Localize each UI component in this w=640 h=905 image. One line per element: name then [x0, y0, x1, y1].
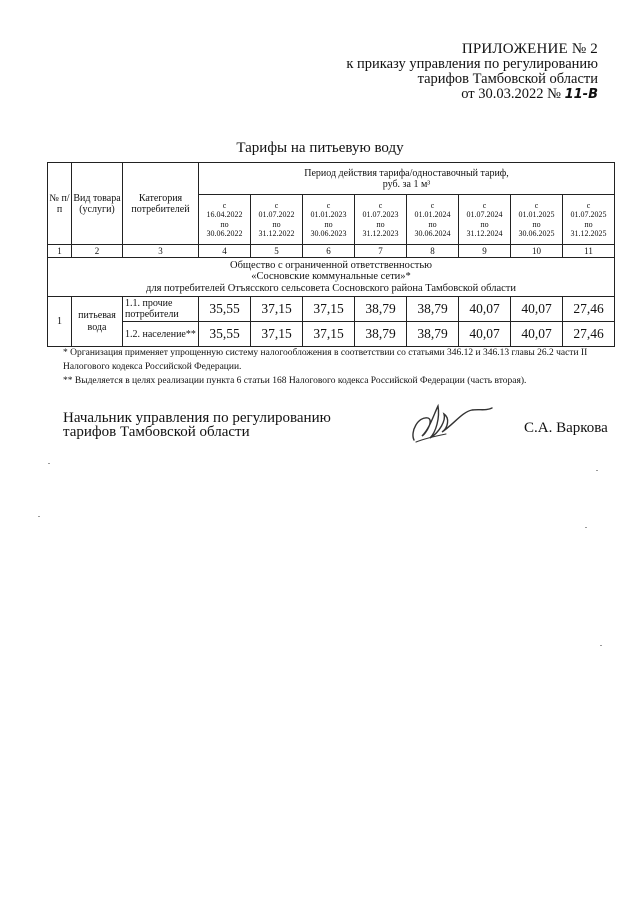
scan-speck [600, 645, 602, 646]
header-goods: Вид товара (услуги) [72, 163, 123, 245]
header-period [199, 163, 615, 195]
tariff-value: 40,07 [459, 297, 511, 322]
organization-consumers: для потребителей Отъясского сельсовета Сосновского района Тамбовской области [146, 282, 516, 294]
tariff-value: 37,15 [251, 322, 303, 347]
appendix-date-line [346, 87, 598, 102]
header-number: № п/п [48, 163, 72, 245]
period-cell: с 01.07.2024 по 31.12.2024 [459, 195, 511, 245]
appendix-order-number: 11-В [564, 87, 598, 102]
appendix-order-line: к приказу управления по регулированию [346, 56, 598, 72]
appendix-header [346, 42, 598, 102]
category-cell: 1.2. население** [123, 322, 199, 347]
tariff-table [47, 162, 615, 347]
period-cell: с 01.01.2024 по 30.06.2024 [407, 195, 459, 245]
organization-row [48, 258, 615, 297]
tariff-value: 37,15 [251, 297, 303, 322]
column-number: 10 [511, 245, 563, 258]
column-number: 7 [355, 245, 407, 258]
tariff-value: 38,79 [355, 297, 407, 322]
scan-speck [585, 527, 587, 528]
tariff-value: 38,79 [407, 322, 459, 347]
category-cell: 1.1. прочие потребители [123, 297, 199, 322]
appendix-date: от 30.03.2022 № [461, 86, 561, 102]
tariff-value: 38,79 [355, 322, 407, 347]
handwritten-signature [400, 398, 500, 448]
appendix-title: ПРИЛОЖЕНИЕ № 2 [461, 41, 598, 57]
signatory-position-line1: Начальник управления по регулированию [63, 410, 331, 426]
column-number: 9 [459, 245, 511, 258]
signatory-position [63, 411, 331, 439]
column-number: 1 [48, 245, 72, 258]
footnotes [63, 346, 623, 388]
header-category: Категория потребителей [123, 163, 199, 245]
period-cell: с 01.01.2023 по 30.06.2023 [303, 195, 355, 245]
tariff-value: 37,15 [303, 297, 355, 322]
column-number: 6 [303, 245, 355, 258]
tariff-value: 27,46 [563, 297, 615, 322]
row-number: 1 [48, 297, 72, 347]
column-number: 3 [123, 245, 199, 258]
column-number: 2 [72, 245, 123, 258]
column-number: 11 [563, 245, 615, 258]
tariff-value: 27,46 [563, 322, 615, 347]
column-number: 4 [199, 245, 251, 258]
tariff-value: 35,55 [199, 297, 251, 322]
scan-speck [596, 470, 598, 471]
tariff-value: 38,79 [407, 297, 459, 322]
tariff-value: 40,07 [459, 322, 511, 347]
tariff-value: 37,15 [303, 322, 355, 347]
scan-speck [48, 463, 50, 464]
footnote-tax-system: * Организация применяет упрощенную систему налогообложения в соответствии со статьями 346.12 и 346.13 главы 26.2 части II Налогового кодекса Российской Федерации. [63, 348, 588, 372]
period-cell: с 01.07.2025 по 31.12.2025 [563, 195, 615, 245]
header-period-line2: руб. за 1 м³ [382, 178, 431, 190]
tariff-value: 40,07 [511, 297, 563, 322]
signatory-position-line2: тарифов Тамбовской области [63, 424, 250, 440]
period-cell: с 16.04.2022 по 30.06.2022 [199, 195, 251, 245]
footnote-vat: ** Выделяется в целях реализации пункта 6 статьи 168 Налогового кодекса Российской Федерации (часть вторая). [63, 376, 527, 386]
tariff-value: 40,07 [511, 322, 563, 347]
period-cell: с 01.07.2022 по 31.12.2022 [251, 195, 303, 245]
column-number: 8 [407, 245, 459, 258]
organization-name: «Сосновские коммунальные сети»* [251, 271, 411, 283]
period-cell: с 01.07.2023 по 31.12.2023 [355, 195, 407, 245]
organization-type: Общество с ограниченной ответственностью [230, 259, 433, 271]
tariff-value: 35,55 [199, 322, 251, 347]
appendix-authority-line: тарифов Тамбовской области [417, 71, 598, 87]
period-cell: с 01.01.2025 по 30.06.2025 [511, 195, 563, 245]
goods-cell: питьевая вода [72, 297, 123, 347]
page-title: Тарифы на питьевую воду [236, 140, 404, 156]
column-number: 5 [251, 245, 303, 258]
signatory-name: С.А. Варкова [524, 420, 608, 436]
header-period-line1: Период действия тарифа/одноставочный тариф, [304, 167, 509, 179]
scan-speck [38, 516, 40, 517]
